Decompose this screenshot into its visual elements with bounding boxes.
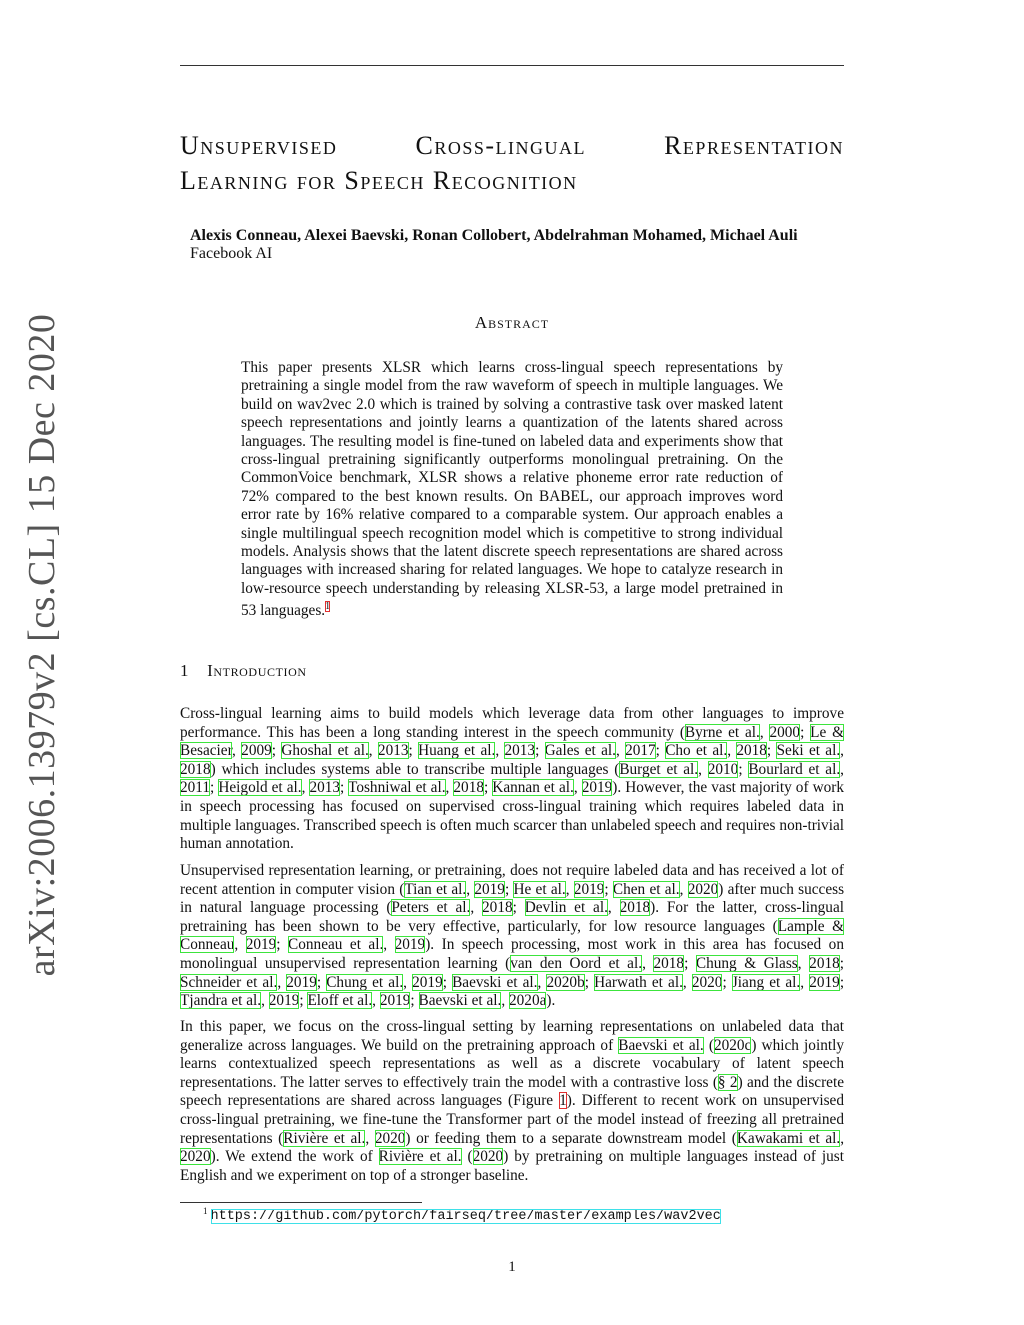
citation-link[interactable]: 2013 <box>309 779 341 797</box>
text-run: , <box>445 779 454 797</box>
text-run: ; <box>442 973 453 991</box>
text-run: ; <box>340 779 349 797</box>
text-run: ; <box>299 992 308 1010</box>
citation-link[interactable]: Chung et al. <box>326 973 404 991</box>
citation-link[interactable]: Jiang et al. <box>731 973 801 991</box>
citation-link[interactable]: Rivière et al. <box>378 1148 462 1166</box>
paragraph-3 <box>180 1018 844 1185</box>
text-run: , <box>565 880 574 898</box>
text-run: , <box>759 723 770 741</box>
arxiv-stamp-text: arXiv:2006.13979v2 [cs.CL] 15 Dec 2020 <box>21 313 63 977</box>
text-run: , <box>840 1129 845 1147</box>
abstract-text: This paper presents XLSR which learns cross-lingual speech representations by pretraining a single model from the raw waveform of speech in multiple languages. We build on wav2vec 2.0 which is trained by solving a contrastive task over masked latent speech representations and jointly learns a quantization of the latents shared across languages. The resulting model is fine-tuned on labeled data and experiments show that cross-lingual pretraining significantly outperforms monolingual pretraining. On the CommonVoice benchmark, XLSR shows a relative phoneme error rate reduction of 72% compared to the best known results. On BABEL, our approach improves word error rate by 16% relative compared to a comparable system. Our approach enables a single multilingual speech recognition model which is competitive to strong individual models. Analysis shows that the latent discrete speech representations are shared across languages with increased sharing for related languages. We hope to catalyze research in low-resource speech understanding by releasing XLSR-53, a large model pretrained in 53 languages. <box>241 359 783 620</box>
citation-link[interactable]: Le & Besacier <box>180 723 845 760</box>
citation-link[interactable]: Gales et al. <box>544 742 616 760</box>
citation-link[interactable]: Kawakami et al. <box>736 1129 841 1147</box>
text-run: ; <box>722 973 732 991</box>
text-run: ) after much success in natural language processing ( <box>180 880 845 917</box>
text-run: ; <box>410 992 419 1010</box>
header-rule <box>180 65 844 66</box>
citation-link[interactable]: 2017 <box>625 742 656 760</box>
citation-link[interactable]: Schneider et al. <box>180 973 278 991</box>
citation-link[interactable]: Conneau et al. <box>288 936 384 954</box>
text-run: ) by pretraining on multiple languages instead of just English and we experiment on top of a stronger baseline. <box>180 1148 845 1184</box>
abstract-body <box>241 359 783 621</box>
citation-link[interactable]: He et al. <box>513 880 566 898</box>
citation-link[interactable]: Heigold et al. <box>218 779 302 797</box>
citation-link[interactable]: 2018 <box>619 899 651 917</box>
abstract-heading: Abstract <box>474 313 550 332</box>
citation-link[interactable]: Peters et al. <box>391 899 471 917</box>
text-run: , <box>301 779 310 797</box>
text-run: ). However, the vast majority of work in speech processing has focused on supervised cross-lingual training which requires labeled data in multiple languages. Transcribed speech is often much scarcer than unlabeled speech and requires non-trivial human annotation. <box>180 779 845 853</box>
text-run: , <box>537 973 547 991</box>
citation-link[interactable]: 2019 <box>474 880 505 898</box>
title-line-1: Unsupervised Cross-lingual Representation <box>180 131 844 160</box>
citation-link[interactable]: 2019 <box>286 973 317 991</box>
text-run: ; <box>604 880 613 898</box>
text-run: ; <box>738 760 749 778</box>
text-run: , <box>383 936 395 954</box>
text-run: , <box>470 899 483 917</box>
citation-link[interactable]: 2019 <box>809 973 840 991</box>
text-run: , <box>501 992 509 1010</box>
text-run: , <box>368 742 378 760</box>
citation-link[interactable]: 2018 <box>809 954 840 972</box>
text-run: ). We extend the work of <box>210 1148 379 1166</box>
citation-link[interactable]: 2018 <box>736 742 767 760</box>
citation-link[interactable]: Harwath et al. <box>594 973 683 991</box>
citation-link[interactable]: 2018 <box>482 899 513 917</box>
text-run: ; <box>655 742 666 760</box>
text-run: , <box>573 779 582 797</box>
text-run: ; <box>210 779 219 797</box>
citation-link[interactable]: Tian et al. <box>404 880 467 898</box>
text-run: ) which jointly learns contextualized speech representations as well as a discrete vocabulary of latent speech representations. The latter serves to effectively train the model with a contrastive loss ( <box>180 1036 844 1091</box>
text-run: , <box>365 1129 375 1147</box>
text-run: , <box>372 992 380 1010</box>
citation-link[interactable]: 2018 <box>453 779 484 797</box>
citation-link[interactable]: 2020 <box>374 1129 406 1147</box>
footnote <box>203 1206 721 1224</box>
citation-link[interactable]: 2019 <box>245 936 277 954</box>
footnote-rule <box>180 1202 422 1203</box>
text-run: , <box>403 973 413 991</box>
figure-link[interactable]: 1 <box>559 1092 567 1110</box>
arxiv-stamp <box>20 313 64 977</box>
text-run: , <box>679 880 688 898</box>
text-run: ; <box>408 742 419 760</box>
citation-link[interactable]: Toshniwal et al. <box>348 779 446 797</box>
citation-link[interactable]: Chung & Glass <box>695 954 798 972</box>
citation-link[interactable]: 2010 <box>707 760 739 778</box>
text-run: ; <box>584 973 595 991</box>
text-run: ; <box>839 973 845 991</box>
citation-link[interactable]: Huang et al. <box>418 742 496 760</box>
citation-link[interactable]: Rivière et al. <box>283 1129 366 1147</box>
title-line-2: Learning for Speech Recognition <box>180 166 578 195</box>
text-run: , <box>466 880 475 898</box>
footnote-link[interactable]: 1 <box>325 601 331 613</box>
citation-link[interactable]: Byrne et al. <box>684 723 760 741</box>
text-run: , <box>840 760 844 778</box>
text-run: ; <box>535 742 545 760</box>
section-title: Introduction <box>207 661 307 680</box>
text-run: ; <box>271 742 282 760</box>
citation-link[interactable]: 2013 <box>377 742 409 760</box>
citation-link[interactable]: 2013 <box>504 742 536 760</box>
text-run: , <box>615 742 626 760</box>
citation-link[interactable]: 2009 <box>241 742 272 760</box>
text-run: ; <box>766 742 777 760</box>
text-run: ; <box>839 954 845 972</box>
citation-link[interactable]: Ghoshal et al. <box>281 742 369 760</box>
citation-link[interactable]: 2020b <box>546 973 585 991</box>
text-run: ). For the latter, cross-lingual pretraining has been shown to be very effective, particularly, for low resource languages ( <box>180 899 844 935</box>
page-number: 1 <box>508 1259 516 1275</box>
citation-link[interactable]: 2019 <box>581 779 613 797</box>
text-run: ; <box>684 954 696 972</box>
footnote-number: 1 <box>203 1206 208 1216</box>
text-run: ; <box>316 973 327 991</box>
citation-link[interactable]: 2019 <box>268 992 300 1010</box>
citation-link[interactable]: Chen et al. <box>612 880 680 898</box>
authors: Alexis Conneau, Alexei Baevski, Ronan Collobert, Abdelrahman Mohamed, Michael Auli <box>190 227 798 244</box>
citation-link[interactable]: Baevski et al. <box>618 1036 704 1054</box>
text-run: ; <box>800 723 811 741</box>
text-run: Cross-lingual learning aims to build models which leverage data from other languages to improve performance. This has been a long standing interest in the speech community ( <box>180 705 844 741</box>
text-run: ) which includes systems able to transcribe multiple languages ( <box>210 760 620 778</box>
paragraph-2 <box>180 862 844 1011</box>
text-run: ). In speech processing, most work in this area has focused on monolingual unsupervised representation learning ( <box>180 936 844 972</box>
citation-link[interactable]: 2020 <box>687 880 719 898</box>
paper-title <box>180 128 844 198</box>
section-number: 1 <box>180 661 190 680</box>
citation-link[interactable]: Bourlard et al. <box>748 760 841 778</box>
citation-link[interactable]: 2020 <box>180 1148 211 1166</box>
citation-link[interactable]: Eloff et al. <box>307 992 373 1010</box>
text-run: , <box>234 936 246 954</box>
text-run: ; <box>504 880 514 898</box>
text-run: , <box>232 742 242 760</box>
text-run: , <box>727 742 737 760</box>
text-run: , <box>800 973 810 991</box>
citation-link[interactable]: 2019 <box>412 973 443 991</box>
citation-link[interactable]: Devlin et al. <box>524 899 608 917</box>
citation-link[interactable]: 2019 <box>394 936 426 954</box>
text-run: Unsupervised representation learning, or pretraining, does not require labeled data and has received a lot of recent attention in computer vision ( <box>180 862 844 898</box>
citation-link[interactable]: 2011 <box>180 779 211 797</box>
section-heading <box>180 661 307 681</box>
citation-link[interactable]: Kannan et al. <box>492 779 574 797</box>
text-run: , <box>277 973 287 991</box>
text-run: ) or feeding them to a separate downstream model ( <box>405 1129 737 1147</box>
citation-link[interactable]: Tjandra et al. <box>180 992 262 1010</box>
citation-link[interactable]: 2018 <box>653 954 685 972</box>
section-link[interactable]: § 2 <box>717 1073 738 1091</box>
citation-link[interactable]: Burget et al. <box>619 760 699 778</box>
citation-link[interactable]: Cho et al. <box>665 742 728 760</box>
text-run: , <box>698 760 708 778</box>
citation-link[interactable]: 2018 <box>180 760 211 778</box>
text-run: , <box>261 992 269 1010</box>
text-run: , <box>607 899 620 917</box>
affiliation: Facebook AI <box>190 245 273 262</box>
citation-link[interactable]: Baevski et al. <box>418 992 502 1010</box>
citation-link[interactable]: 2000 <box>769 723 801 741</box>
citation-link[interactable]: 2020 <box>691 973 723 991</box>
citation-link[interactable]: 2020c <box>713 1036 752 1054</box>
text-run: , <box>840 742 844 760</box>
citation-link[interactable]: Lample & Conneau <box>180 917 844 954</box>
text-run: ). Different to recent work on unsupervised cross-lingual pretraining, we fine-tune the Transformer part of the model instead of freezing all pretrained representations ( <box>180 1092 844 1147</box>
text-run: , <box>682 973 692 991</box>
text-run: , <box>642 954 654 972</box>
text-run: ) and the discrete speech representations are shared across languages (Figure <box>180 1073 845 1110</box>
paragraph-1 <box>180 705 844 854</box>
footnote-url-link[interactable]: https://github.com/pytorch/fairseq/tree/master/examples/wav2vec <box>210 1209 721 1225</box>
text-run: In this paper, we focus on the cross-lingual setting by learning representations on unlabeled data that generalize across languages. We build on the pretraining approach of <box>180 1018 844 1054</box>
text-run: , <box>797 954 810 972</box>
citation-link[interactable]: 2020a <box>509 992 547 1010</box>
text-run: ( <box>703 1036 714 1054</box>
citation-link[interactable]: 2019 <box>573 880 605 898</box>
text-run: ; <box>512 899 525 917</box>
citation-link[interactable]: 2020 <box>472 1148 504 1166</box>
text-run: ; <box>483 779 493 797</box>
citation-link[interactable]: Baevski et al. <box>452 973 538 991</box>
text-run: ). <box>546 992 556 1010</box>
text-run: ; <box>276 936 289 954</box>
citation-link[interactable]: Seki et al. <box>776 742 841 760</box>
text-run: , <box>495 742 505 760</box>
text-run: ( <box>461 1148 473 1166</box>
citation-link[interactable]: van den Oord et al. <box>510 954 643 972</box>
citation-link[interactable]: 2019 <box>379 992 411 1010</box>
